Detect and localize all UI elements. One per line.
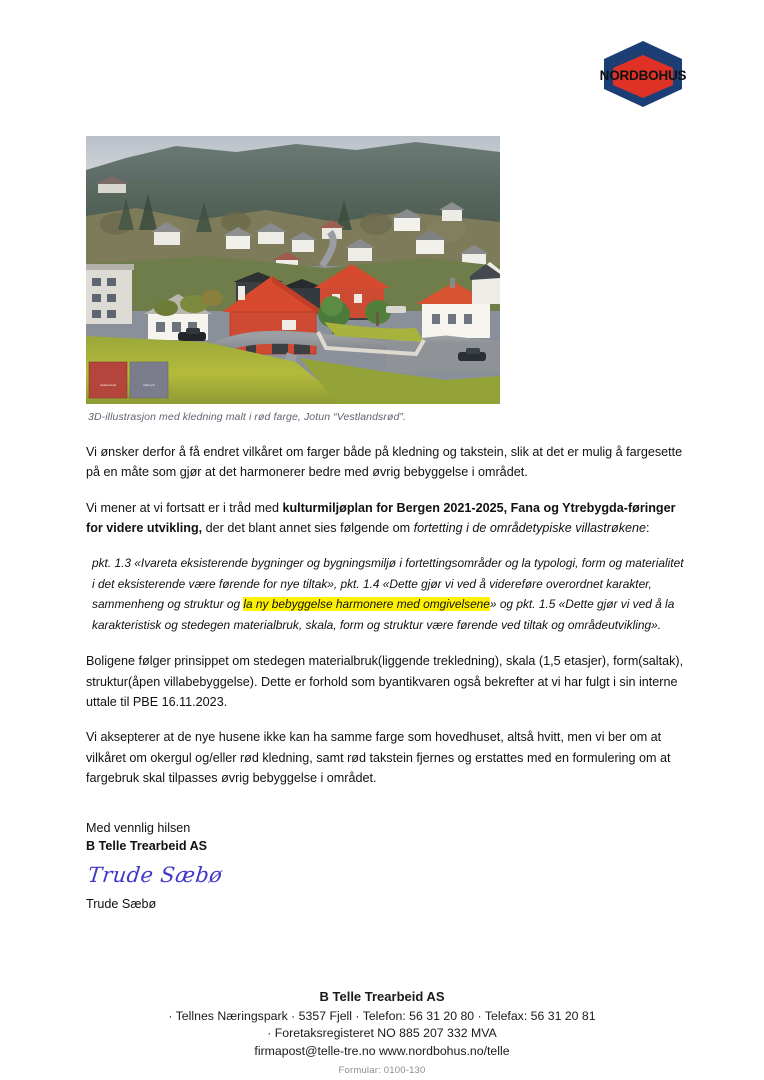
footer-registry-line: · Foretaksregisteret NO 885 207 332 MVA bbox=[267, 1026, 497, 1041]
paragraph-2-lead: Vi mener at vi fortsatt er i tråd med bbox=[86, 500, 283, 515]
quote-lead: pkt. 1.3 «Ivareta eksisterende bygninger og bygningsmiljø i fortettingsområder og la typologi, form og materialitet i det eksisterende være førende for nye tiltak», pkt. 1.4 «Dette gjør vi ved å videreføre overordnet karakter, sammenheng og struktur og bbox=[92, 556, 684, 612]
quote-highlight: la ny bebyggelse harmonere med omgivelsene bbox=[243, 597, 490, 612]
illustration-photo bbox=[86, 136, 500, 404]
paragraph-2-bold: kulturmiljøplan for Bergen 2021-2025, Fana og Ytrebygda-føringer for videre utvikling, bbox=[86, 500, 676, 535]
page-footer bbox=[0, 988, 764, 1076]
signature-block bbox=[86, 819, 686, 912]
signature-greeting: Med vennlig hilsen bbox=[86, 820, 191, 835]
swatch-grey-label: Mørk grå bbox=[143, 383, 155, 387]
nordbohus-logo-mark bbox=[597, 38, 689, 110]
signature-company: B Telle Trearbeid AS bbox=[86, 838, 208, 853]
footer-address-line: · Tellnes Næringspark · 5357 Fjell · Telefon: 56 31 20 80 · Telefax: 56 31 20 81 bbox=[168, 1008, 596, 1023]
letter-body bbox=[86, 410, 686, 911]
illustration-photo-graphic bbox=[86, 136, 500, 404]
handwritten-signature: Trude Sæbø bbox=[86, 863, 224, 888]
swatch-red bbox=[89, 362, 127, 398]
paragraph-4: Vi aksepterer at de nye husene ikke kan ha samme farge som hovedhuset, altså hvitt, men vi ber om at vilkåret om okergul og/eller rød kledning, samt rød takstein fjernes og erstattes med en formulering om at fargebruk skal tilpasses øvrig bebyggelse i området. bbox=[86, 730, 671, 786]
footer-formular: Formular: 0100-130 bbox=[338, 1065, 426, 1077]
nordbohus-logo bbox=[597, 38, 689, 110]
swatch-red-label: Vestlandsrød bbox=[99, 383, 117, 387]
paragraph-2 bbox=[86, 498, 686, 539]
paragraph-2-italic: fortetting i de områdetypiske villastrøkene bbox=[413, 520, 646, 535]
paragraph-3: Boligene følger prinsippet om stedegen materialbruk(liggende trekledning), skala (1,5 etasjer), form(saltak), struktur(åpen villabebyggelse). Dette er forhold som byantikvaren også bekrefter at vi har fulgt i sin interne uttale til PBE 16.11.2023. bbox=[86, 654, 684, 709]
footer-company: B Telle Trearbeid AS bbox=[319, 989, 445, 1004]
quote-block bbox=[92, 553, 684, 635]
left-apartment-building bbox=[86, 264, 134, 324]
paragraph-2-tail: : bbox=[646, 520, 650, 535]
signature-printed-name: Trude Sæbø bbox=[86, 897, 157, 912]
swatch-grey bbox=[130, 362, 168, 398]
photo-caption: 3D-illustrasjon med kledning malt i rød farge, Jotun “Vestlandsrød”. bbox=[88, 411, 407, 423]
paragraph-2-mid: der det blant annet sies følgende om bbox=[202, 520, 414, 535]
logo-wordmark: NORDBOHUS bbox=[599, 68, 687, 83]
quote-tail: » og pkt. 1.5 «Dette gjør vi ved å la karakteristisk og stedegen materialbruk, skala, form og struktur være førende ved tiltak og områdeutvikling». bbox=[92, 597, 675, 632]
footer-contact-line: firmapost@telle-tre.no www.nordbohus.no/telle bbox=[254, 1043, 510, 1058]
paragraph-1: Vi ønsker derfor å få endret vilkåret om farger både på kledning og takstein, slik at det er mulig å fargesette på en måte som gjør at det harmonerer bedre med øvrig bebyggelse i området. bbox=[86, 444, 683, 480]
